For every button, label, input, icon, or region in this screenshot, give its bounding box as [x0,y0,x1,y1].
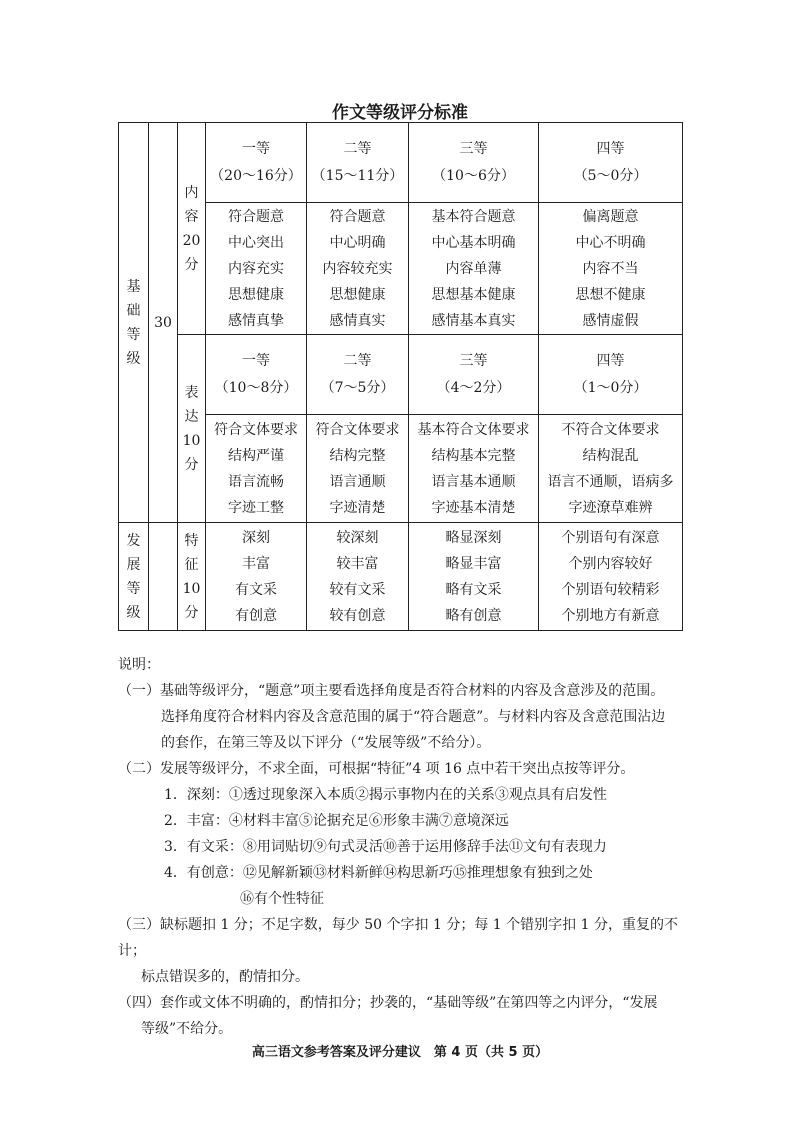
grade-name: 四等 [596,352,625,369]
criteria-line: 字迹工整 [228,499,284,516]
grade-range: （4～2分） [436,379,511,396]
note-4-line-2: 等级”不给分。 [141,1021,233,1037]
criteria-line: 有文采 [235,581,277,598]
expression-grade-header [409,335,539,415]
criteria-line: 个别内容较好 [568,555,653,572]
criteria-line: 中心明确 [329,234,386,251]
vertical-char: 基 [126,278,141,295]
content-label [178,123,206,335]
criteria-line: 内容单薄 [445,260,502,277]
vertical-char: 特 [184,532,199,549]
criteria-line: 中心不明确 [575,234,646,251]
criteria-line: 内容不当 [582,260,639,277]
content-criteria-cell [206,203,307,335]
vertical-char: 发 [126,532,141,549]
note-4-line-1: （四）套作或文体不明确的，酌情扣分；抄袭的，“基础等级”在第四等之内评分，“发展 [118,995,658,1011]
vertical-char: 20 [182,232,201,249]
criteria-line: 结构严谨 [228,447,284,464]
criteria-line: 符合题意 [329,208,386,225]
criteria-line: 语言通顺 [329,473,386,490]
note-2-item-4: 4．有创意：⑫见解新颖⑬材料新鲜⑭构思新巧⑮推理想象有独到之处 [164,865,593,881]
grade-range: （10～6分） [432,167,515,184]
criteria-line: 深刻 [242,529,270,546]
criteria-line: 思想健康 [228,286,284,303]
content-grade-header [409,123,539,203]
notes-heading: 说明： [118,657,160,673]
criteria-line: 略有创意 [445,607,502,624]
criteria-line: 较有创意 [329,607,386,624]
grade-range: （15～11分） [311,167,404,184]
note-1-line-1: （一）基础等级评分，“题意”项主要看选择角度是否符合材料的内容及含意涉及的范围。 [118,683,665,699]
criteria-line: 符合文体要求 [315,421,400,438]
criteria-line: 思想不健康 [575,286,646,303]
note-3-line-1: （三）缺标题扣 1 分；不足字数，每少 50 个字扣 1 分；每 1 个错别字扣 1 分，重复的不计； [118,917,678,959]
criteria-line: 感情虚假 [582,312,639,329]
grade-name: 三等 [459,352,488,369]
criteria-line: 较有文采 [329,581,386,598]
criteria-line: 语言不通顺，语病多 [547,473,674,490]
vertical-char: 级 [126,604,141,621]
note-3-line-2: 标点错误多的，酌情扣分。 [141,969,309,985]
criteria-line: 有创意 [235,607,277,624]
criteria-line: 符合文体要求 [214,421,298,438]
grade-name: 三等 [459,140,488,157]
note-2-item-2: 2．丰富：④材料丰富⑤论据充足⑥形象丰满⑦意境深远 [164,813,509,829]
criteria-line: 字迹基本清楚 [431,499,516,516]
note-2-item-4-cont: ⑯有个性特征 [240,891,324,907]
note-1-line-2: 选择角度符合材料内容及含意范围的属于“符合题意”。与材料内容及含意范围沾边 [161,709,666,725]
criteria-line: 略显丰富 [445,555,502,572]
grade-range: （1～0分） [573,379,648,396]
vertical-char: 表 [184,384,199,401]
criteria-line: 语言基本通顺 [431,473,516,490]
note-1-line-3: 的套作，在第三等及以下评分（“发展等级”不给分）。 [161,735,491,751]
grade-range: （7～5分） [320,379,395,396]
development-criteria-cell [206,523,307,631]
expression-grade-header [307,335,409,415]
criteria-line: 字迹清楚 [329,499,386,516]
expression-criteria-cell [539,415,683,523]
criteria-line: 感情基本真实 [431,312,516,329]
development-criteria-cell [539,523,683,631]
vertical-char: 容 [184,208,199,225]
criteria-line: 感情真挚 [228,312,284,329]
criteria-line: 个别地方有新意 [561,607,660,624]
expression-grade-header [206,335,307,415]
criteria-line: 结构基本完整 [431,447,516,464]
feature-label [178,523,206,631]
criteria-line: 结构混乱 [582,447,639,464]
vertical-char: 征 [184,556,199,573]
vertical-char: 达 [184,408,199,425]
note-2-item-3: 3．有文采：⑧用词贴切⑨句式灵活⑩善于运用修辞手法⑪文句有表现力 [164,839,607,855]
vertical-char: 等 [126,326,141,343]
criteria-line: 略有文采 [445,581,502,598]
vertical-char: 内 [184,184,199,201]
criteria-line: 偏离题意 [582,208,639,225]
content-criteria-cell [539,203,683,335]
criteria-line: 感情真实 [329,312,386,329]
expression-label [178,335,206,523]
note-2-item-1: 1．深刻：①透过现象深入本质②揭示事物内在的关系③观点具有启发性 [164,787,607,803]
grade-name: 四等 [596,140,625,157]
content-criteria-cell [307,203,409,335]
criteria-line: 较丰富 [336,555,379,572]
expression-criteria-cell [206,415,307,523]
development-criteria-cell [409,523,539,631]
note-2: （二）发展等级评分，不求全面，可根据“特征”4 项 16 点中若干突出点按等评分。 [118,761,635,777]
development-level-label [119,523,149,631]
criteria-line: 个别语句较精彩 [561,581,660,598]
content-grade-header [206,123,307,203]
vertical-char: 展 [126,556,141,573]
grade-name: 二等 [343,352,372,369]
content-criteria-cell [409,203,539,335]
vertical-char: 级 [126,350,141,367]
grade-range: （10～8分） [214,379,298,396]
grade-name: 一等 [242,352,270,369]
notes-section [118,652,698,1042]
content-grade-header [539,123,683,203]
criteria-line: 思想健康 [329,286,386,303]
criteria-line: 字迹潦草难辨 [568,499,653,516]
criteria-line: 中心突出 [228,234,284,251]
criteria-line: 基本符合文体要求 [417,421,530,438]
basic-level-label [119,123,149,523]
vertical-char: 分 [184,456,199,473]
criteria-line: 内容较充实 [322,260,393,277]
criteria-line: 不符合文体要求 [561,421,660,438]
criteria-line: 丰富 [242,555,270,572]
basic-score: 30 [149,123,178,523]
vertical-char: 等 [126,580,141,597]
grade-range: （5～0分） [573,167,648,184]
grade-name: 一等 [242,140,270,157]
vertical-char: 10 [182,432,201,449]
grade-range: （20～16分） [210,167,302,184]
development-score-empty [149,523,178,631]
page-title: 作文等级评分标准 [332,103,468,123]
vertical-char: 分 [184,604,199,621]
criteria-line: 个别语句有深意 [561,529,660,546]
criteria-line: 基本符合题意 [431,208,516,225]
expression-criteria-cell [307,415,409,523]
criteria-line: 语言流畅 [228,473,284,490]
expression-criteria-cell [409,415,539,523]
criteria-line: 结构完整 [329,447,386,464]
development-criteria-cell [307,523,409,631]
criteria-line: 略显深刻 [445,529,502,546]
criteria-line: 思想基本健康 [431,286,516,303]
criteria-line: 符合题意 [228,208,284,225]
scoring-table [118,122,683,631]
vertical-char: 础 [126,302,141,319]
page-footer: 高三语文参考答案及评分建议 第 4 页（共 5 页） [251,1045,549,1060]
content-grade-header [307,123,409,203]
criteria-line: 内容充实 [228,260,284,277]
expression-grade-header [539,335,683,415]
vertical-char: 分 [184,256,199,273]
criteria-line: 较深刻 [336,529,379,546]
criteria-line: 中心基本明确 [431,234,516,251]
grade-name: 二等 [343,140,372,157]
vertical-char: 10 [182,580,201,597]
